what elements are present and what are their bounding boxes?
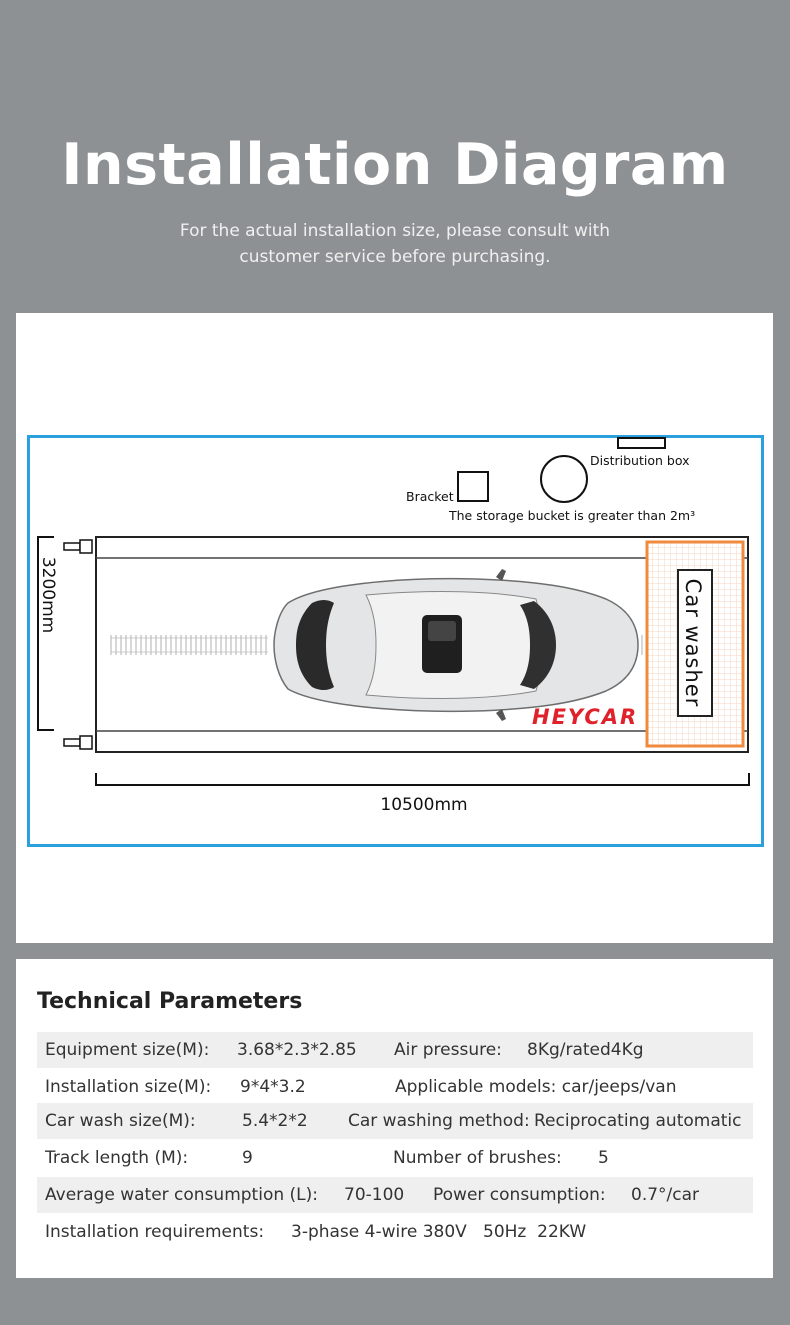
storage-bucket-label: The storage bucket is greater than 2m³ (449, 508, 696, 523)
param-row (37, 1214, 753, 1250)
distribution-box-label: Distribution box (590, 453, 690, 468)
parameters-title: Technical Parameters (37, 989, 303, 1014)
page-title: Installation Diagram (61, 132, 729, 198)
param-label: Equipment size(M): (45, 1040, 210, 1060)
page-header (0, 0, 790, 313)
param-label: Car washing method: (348, 1111, 530, 1131)
param-value: 0.7°/car (631, 1185, 700, 1205)
subtitle-line-2: customer service before purchasing. (239, 247, 551, 267)
param-label: Power consumption: (433, 1185, 606, 1205)
param-row (37, 1177, 753, 1213)
param-value: 5 (598, 1148, 609, 1168)
param-label: Car wash size(M): (45, 1111, 196, 1131)
param-value: 70-100 (344, 1185, 405, 1205)
car-top-view (274, 569, 638, 721)
car-washer-label: Car washer (681, 578, 705, 708)
param-label: Installation requirements: (45, 1222, 265, 1242)
param-row (37, 1069, 753, 1105)
param-row (37, 1032, 753, 1068)
rail-stop-bottom (64, 736, 92, 749)
param-label: Installation size(M): (45, 1077, 212, 1097)
installation-plan (16, 313, 773, 943)
param-row (37, 1140, 753, 1176)
diagram-panel (16, 313, 773, 943)
page-subtitle (0, 218, 790, 270)
heycar-logo: HEYCAR (532, 705, 639, 729)
subtitle-line-1: For the actual installation size, please consult with (179, 221, 611, 241)
param-value: 3-phase 4-wire 380V 50Hz 22KW (291, 1222, 587, 1242)
param-value: Reciprocating automatic (534, 1111, 742, 1131)
param-label: Number of brushes: (393, 1148, 562, 1168)
bracket-icon (458, 472, 488, 501)
param-value: 9 (242, 1148, 253, 1168)
param-value: 5.4*2*2 (242, 1111, 308, 1131)
storage-bucket-icon (541, 456, 587, 502)
param-value: 9*4*3.2 (240, 1077, 306, 1097)
distribution-box-icon (618, 438, 665, 448)
param-label: Average water consumption (L): (45, 1185, 318, 1205)
rail-stop-top (64, 540, 92, 553)
param-label: Track length (M): (45, 1148, 189, 1168)
param-label: Applicable models: car/jeeps/van (395, 1077, 677, 1097)
parameters-panel (16, 959, 773, 1278)
param-row (37, 1103, 753, 1139)
width-dimension-label: 3200mm (38, 556, 58, 634)
length-dimension-line (96, 773, 749, 785)
length-dimension-label: 10500mm (380, 795, 468, 815)
param-value: 3.68*2.3*2.85 (237, 1040, 357, 1060)
bracket-label: Bracket (406, 489, 454, 504)
param-label: Air pressure: (394, 1040, 502, 1060)
param-value: 8Kg/rated4Kg (527, 1040, 644, 1060)
